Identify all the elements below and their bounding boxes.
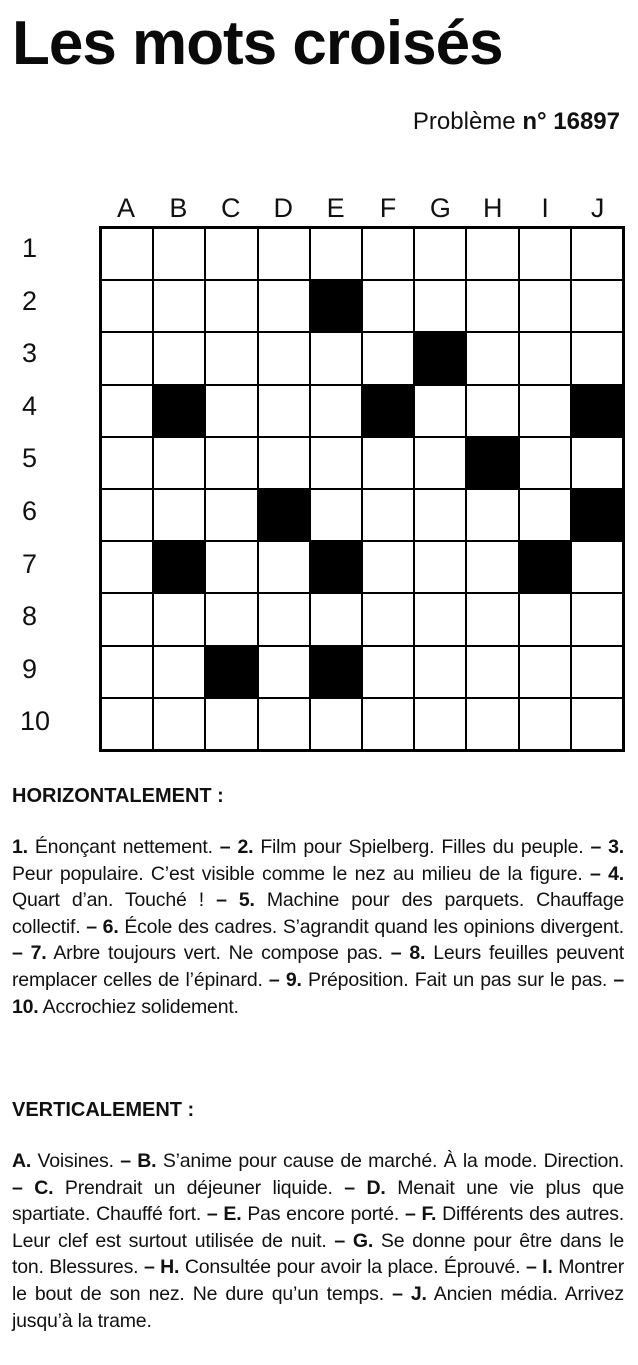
grid-cell-j9[interactable] [572,647,622,697]
clue-number: 6. [102,915,119,938]
grid-cell-i2[interactable] [520,281,570,331]
grid-cell-j7[interactable] [572,542,622,592]
grid-cell-e10[interactable] [311,699,361,749]
grid-cell-a8[interactable] [102,594,152,644]
clue-vertical-h [138,1256,520,1278]
clue-number: 5. [238,889,255,912]
clue-separator: – [138,1256,161,1279]
grid-cell-c2[interactable] [206,281,256,331]
column-label-b: B [169,193,188,223]
black-cell-b7 [154,542,204,592]
clue-text: École des cadres. S’agrandit quand les opinions divergent. [124,915,624,938]
problem-number-value: 16897 [553,108,620,135]
clue-text: Énonçant nettement. [34,836,213,858]
clue-number: 4. [608,862,624,885]
clue-text: Machine pour des parquets. Chauffage collectif. [12,889,624,938]
grid-cell-b1[interactable] [154,229,204,279]
grid-cell-b2[interactable] [154,281,204,331]
grid-cell-a5[interactable] [102,438,152,488]
clue-horizontal-2 [213,836,584,858]
grid-cell-b8[interactable] [154,594,204,644]
clue-separator: – [383,1282,411,1305]
grid-cell-c6[interactable] [206,490,256,540]
clue-text: Film pour Spielberg. Filles du peuple. [260,836,584,858]
column-label-f: F [379,193,397,223]
black-cell-g3 [415,333,465,383]
grid-cell-d7[interactable] [259,542,309,592]
clue-separator: – [203,889,239,912]
clue-text: Voisines. [37,1150,114,1172]
clue-text: Consultée pour avoir la place. Éprouvé. [184,1256,521,1279]
grid-cell-g4[interactable] [415,386,465,436]
row-label-4: 4 [22,390,38,421]
grid-cell-j2[interactable] [572,281,622,331]
clue-text: Prendrait un déjeuner liquide. [64,1176,333,1199]
black-cell-j6 [572,490,622,540]
grid-cell-e4[interactable] [311,386,361,436]
problem-label: Problème [412,108,516,135]
grid-cell-d4[interactable] [259,386,309,436]
clue-text: Menait une vie plus que spartiate. Chauffé fort. [12,1176,624,1226]
grid-cell-h8[interactable] [467,594,517,644]
grid-cell-e3[interactable] [311,333,361,383]
column-label-j: J [590,193,605,223]
grid-cell-i1[interactable] [520,229,570,279]
grid-cell-c8[interactable] [206,594,256,644]
grid-cell-i4[interactable] [520,386,570,436]
grid-cell-c1[interactable] [206,229,256,279]
grid-cell-i6[interactable] [520,490,570,540]
clue-text: Accrochiez solidement. [42,995,239,1018]
clue-vertical-b [114,1150,624,1172]
clue-number: 3. [608,836,625,858]
clue-text: S’anime pour cause de marché. À la mode. Direction. [162,1150,625,1172]
grid-cell-f8[interactable] [363,594,413,644]
clue-text: Différents des autres. Leur clef est surtout utilisée de nuit. [12,1203,624,1252]
grid-cell-c4[interactable] [206,386,256,436]
grid-cell-e8[interactable] [311,594,361,644]
clue-number: A. [12,1150,32,1172]
grid-cell-b9[interactable] [154,647,204,697]
grid-cell-d3[interactable] [259,333,309,383]
grid-cell-g5[interactable] [415,438,465,488]
clue-text: Se donne pour être dans le ton. Blessures. [12,1229,624,1279]
row-label-9: 9 [22,653,38,684]
clue-number: 9. [285,968,302,991]
horizontal-section [12,782,624,1020]
grid-cell-a9[interactable] [102,647,152,697]
grid-cell-f7[interactable] [363,542,413,592]
grid-cell-e6[interactable] [311,490,361,540]
grid-cell-i8[interactable] [520,594,570,644]
column-label-a: A [116,193,135,223]
grid-cell-a2[interactable] [102,281,152,331]
clue-separator: – [80,915,103,938]
clue-number: C. [34,1176,54,1199]
grid-cell-a10[interactable] [102,699,152,749]
clue-vertical-e [201,1203,399,1225]
grid-cell-f2[interactable] [363,281,413,331]
grid-cell-g7[interactable] [415,542,465,592]
grid-cell-b5[interactable] [154,438,204,488]
grid-cell-c7[interactable] [206,542,256,592]
grid-cell-g10[interactable] [415,699,465,749]
clue-horizontal-9 [263,969,607,991]
grid-cell-g6[interactable] [415,490,465,540]
grid-cell-h10[interactable] [467,699,517,749]
vertical-section [12,1096,624,1334]
grid-cell-f1[interactable] [363,229,413,279]
grid-cell-i3[interactable] [520,333,570,383]
grid-cell-a3[interactable] [102,333,152,383]
clue-number: E. [223,1203,242,1226]
clue-text: Pas encore porté. [247,1203,400,1226]
grid-cell-h2[interactable] [467,281,517,331]
grid-cell-g1[interactable] [415,229,465,279]
clue-number: 2. [237,836,254,858]
clue-number: D. [366,1176,386,1199]
clue-separator: – [332,1176,367,1199]
clue-separator: – [12,1176,35,1199]
crossword-grid [99,226,625,752]
grid-cell-b3[interactable] [154,333,204,383]
horizontal-heading: HORIZONTALEMENT : [12,785,224,807]
clue-separator: – [607,968,624,991]
clue-vertical-a [12,1150,114,1172]
grid-cell-g2[interactable] [415,281,465,331]
grid-cell-d5[interactable] [259,438,309,488]
grid-cell-h3[interactable] [467,333,517,383]
grid-cell-a6[interactable] [102,490,152,540]
clue-separator: – [12,942,31,965]
clue-text: Montrer le bout de son nez. Ne dure qu’un temps. [12,1256,624,1305]
black-cell-e7 [311,542,361,592]
clue-number: 10. [12,995,39,1018]
column-label-d: D [273,193,293,223]
clue-separator: – [583,836,609,858]
grid-cell-f9[interactable] [363,647,413,697]
grid-cell-i9[interactable] [520,647,570,697]
grid-cell-j5[interactable] [572,438,622,488]
black-cell-j4 [572,386,622,436]
row-label-8: 8 [22,601,38,632]
clue-text: Arbre toujours vert. Ne compose pas. [53,942,383,965]
grid-cell-i10[interactable] [520,699,570,749]
grid-cell-e5[interactable] [311,438,361,488]
grid-cell-h7[interactable] [467,542,517,592]
grid-cell-h1[interactable] [467,229,517,279]
grid-cell-d1[interactable] [259,229,309,279]
grid-cell-g9[interactable] [415,647,465,697]
row-label-5: 5 [22,443,38,474]
problem-number [413,106,620,138]
clue-vertical-c [12,1177,333,1199]
clue-separator: – [212,836,238,858]
black-cell-c9 [206,647,256,697]
grid-cell-a4[interactable] [102,386,152,436]
clue-horizontal-6 [80,916,624,938]
column-label-g: G [429,193,451,223]
horizontal-clues [12,834,624,1020]
clue-text: Ancien média. Arrivez jusqu’à la trame. [12,1282,624,1332]
grid-cell-j10[interactable] [572,699,622,749]
clue-number: 7. [30,942,47,965]
grid-cell-b6[interactable] [154,490,204,540]
clue-separator: – [520,1256,543,1279]
grid-cell-a7[interactable] [102,542,152,592]
clue-separator: – [113,1150,138,1172]
black-cell-i7 [520,542,570,592]
grid-cell-d9[interactable] [259,647,309,697]
grid-cell-h9[interactable] [467,647,517,697]
grid-cell-f5[interactable] [363,438,413,488]
row-label-10: 10 [20,706,51,737]
clue-text: Peur populaire. C’est visible comme le nez au milieu de la figure. [12,862,583,885]
black-cell-h5 [467,438,517,488]
column-label-c: C [221,193,241,223]
row-label-6: 6 [22,496,38,526]
grid-cell-c5[interactable] [206,438,256,488]
page-title: Les mots croisés [12,9,503,78]
grid-cell-d8[interactable] [259,594,309,644]
clue-number: 1. [12,836,28,858]
grid-cell-e1[interactable] [311,229,361,279]
column-label-i: I [541,193,549,223]
clue-text: Quart d’an. Touché ! [12,889,204,912]
grid-cell-c10[interactable] [206,699,256,749]
grid-cell-j3[interactable] [572,333,622,383]
column-label-h: H [483,193,503,223]
grid-cell-j8[interactable] [572,594,622,644]
row-label-7: 7 [22,548,38,579]
clue-number: 8. [409,942,426,965]
grid-cell-h4[interactable] [467,386,517,436]
clue-horizontal-7 [12,942,383,964]
grid-cell-f6[interactable] [363,490,413,540]
clue-separator: – [201,1203,224,1226]
clue-horizontal-1 [12,836,213,858]
clue-separator: – [582,862,609,885]
black-cell-b4 [154,386,204,436]
grid-cell-g8[interactable] [415,594,465,644]
black-cell-d6 [259,490,309,540]
grid-cell-d10[interactable] [259,699,309,749]
clue-text: Préposition. Fait un pas sur le pas. [307,968,608,991]
row-label-2: 2 [22,285,38,316]
column-label-e: E [326,193,345,223]
clue-separator: – [262,968,286,991]
grid-cell-c3[interactable] [206,333,256,383]
black-cell-e9 [311,647,361,697]
black-cell-e2 [311,281,361,331]
clue-separator: – [382,942,410,965]
clue-text: Leurs feuilles peuvent remplacer celles de l’épinard. [12,942,624,991]
grid-cell-j1[interactable] [572,229,622,279]
grid-cell-f10[interactable] [363,699,413,749]
problem-number-prefix: n° [522,108,547,135]
clue-number: F. [421,1203,437,1226]
vertical-heading: VERTICALEMENT : [12,1099,195,1121]
black-cell-f4 [363,386,413,436]
grid-cell-f3[interactable] [363,333,413,383]
grid-cell-d2[interactable] [259,281,309,331]
grid-cell-a1[interactable] [102,229,152,279]
clue-number: I. [542,1256,553,1279]
clue-separator: – [399,1203,422,1226]
clue-number: H. [160,1256,180,1279]
clue-number: G. [352,1229,374,1252]
clue-number: J. [410,1282,427,1305]
grid-cell-i5[interactable] [520,438,570,488]
clue-number: B. [137,1150,157,1172]
grid-cell-h6[interactable] [467,490,517,540]
clue-separator: – [326,1229,353,1252]
grid-cell-b10[interactable] [154,699,204,749]
vertical-clues [12,1148,624,1334]
row-label-3: 3 [22,338,38,369]
row-label-1: 1 [22,233,38,263]
